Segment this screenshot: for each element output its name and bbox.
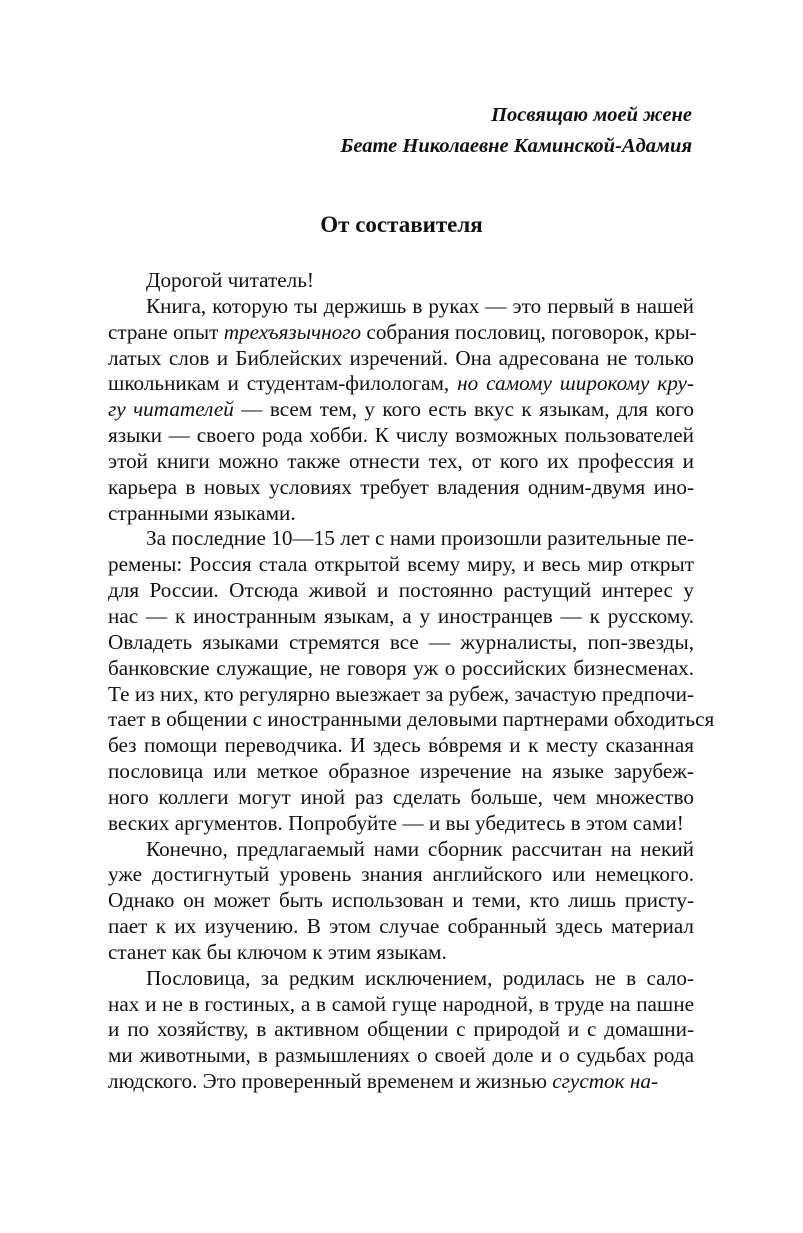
text-line: стране опыт трехъязычного собрания пословиц, поговорок, кры- — [108, 319, 697, 344]
text-line: школьникам и студентам-филологам, но самому широкому кру- — [108, 371, 694, 396]
dedication-line-2: Беате Николаевне Каминской-Адамия — [340, 135, 692, 157]
text-line: ного коллеги могут иной раз сделать больше, чем множество — [108, 784, 694, 809]
body-text — [108, 268, 715, 1095]
italic-phrase: трехъязычного — [223, 319, 362, 344]
paragraph-1 — [108, 293, 697, 527]
text-line: станет как бы ключом к этим языкам. — [108, 939, 447, 964]
text-line: карьера в новых условиях требует владения одним-двумя ино- — [108, 474, 694, 499]
text-line: уже достигнутый уровень знания английского или немецкого. — [108, 862, 694, 887]
text-line: Конечно, предлагаемый нами сборник рассчитан на некий — [146, 836, 694, 861]
dedication — [340, 100, 692, 162]
text-line: тает в общении с иностранными деловыми партнерами обходиться — [108, 707, 715, 732]
paragraph-4 — [108, 966, 694, 1095]
text-line: языки — своего рода хобби. К числу возможных пользователей — [108, 423, 694, 448]
text-line: Однако он может быть использован и теми, кто лишь присту- — [108, 888, 694, 913]
text-line: Книга, которую ты держишь в руках — это первый в нашей — [146, 293, 694, 318]
paragraph-2 — [108, 526, 715, 836]
text-line: Овладеть языками стремятся все — журналисты, поп-звезды, — [108, 629, 694, 654]
text-line: гу читателей — всем тем, у кого есть вкус к языкам, для кого — [108, 397, 695, 422]
italic-phrase: гу читателей — [108, 397, 234, 422]
text-line: латых слов и Библейских изречений. Она адресована не только — [108, 345, 694, 370]
text-line: без помощи переводчика. И здесь вóвремя и к месту сказанная — [108, 733, 694, 758]
text-line: ми животными, в размышлениях о своей доле и о судьбах рода — [108, 1043, 694, 1068]
salutation: Дорогой читатель! — [146, 268, 314, 292]
text-line: нах и не в гостиных, а в самой гуще народной, в труде на пашне — [108, 991, 694, 1016]
paragraph-3 — [108, 837, 694, 966]
section-heading: От составителя — [320, 212, 483, 237]
text-line: Пословица, за редким исключением, родилась не в сало- — [146, 965, 694, 990]
italic-phrase: сгусток на- — [552, 1069, 659, 1094]
text-line: странными языками. — [108, 500, 296, 525]
text-line: веских аргументов. Попробуйте — и вы убедитесь в этом сами! — [108, 810, 684, 835]
text-line: для России. Отсюда живой и постоянно растущий интерес у — [108, 578, 694, 603]
text-line: этой книги можно также отнести тех, от кого их профессия и — [108, 448, 694, 473]
dedication-line-1: Посвящаю моей жене — [491, 104, 692, 126]
text-line: людского. Это проверенный временем и жизнью сгусток на- — [108, 1069, 659, 1094]
text-line: и по хозяйству, в активном общении с природой и с домашни- — [108, 1017, 694, 1042]
text-line: За последние 10—15 лет с нами произошли разительные пе- — [146, 526, 694, 551]
text-line: нас — к иностранным языкам, а у иностранцев — к русскому. — [108, 603, 694, 628]
italic-phrase: но самому широкому кру- — [457, 371, 694, 396]
text-line: Те из них, кто регулярно выезжает за рубеж, зачастую предпочи- — [108, 681, 694, 706]
text-line: банковские служащие, не говоря уж о российских бизнесменах. — [108, 655, 694, 680]
text-line: пословица или меткое образное изречение на языке зарубеж- — [108, 759, 694, 784]
text-line: ремены: Россия стала открытой всему миру, и весь мир открыт — [108, 552, 694, 577]
text-line: пает к их изучению. В этом случае собранный здесь материал — [108, 914, 694, 939]
